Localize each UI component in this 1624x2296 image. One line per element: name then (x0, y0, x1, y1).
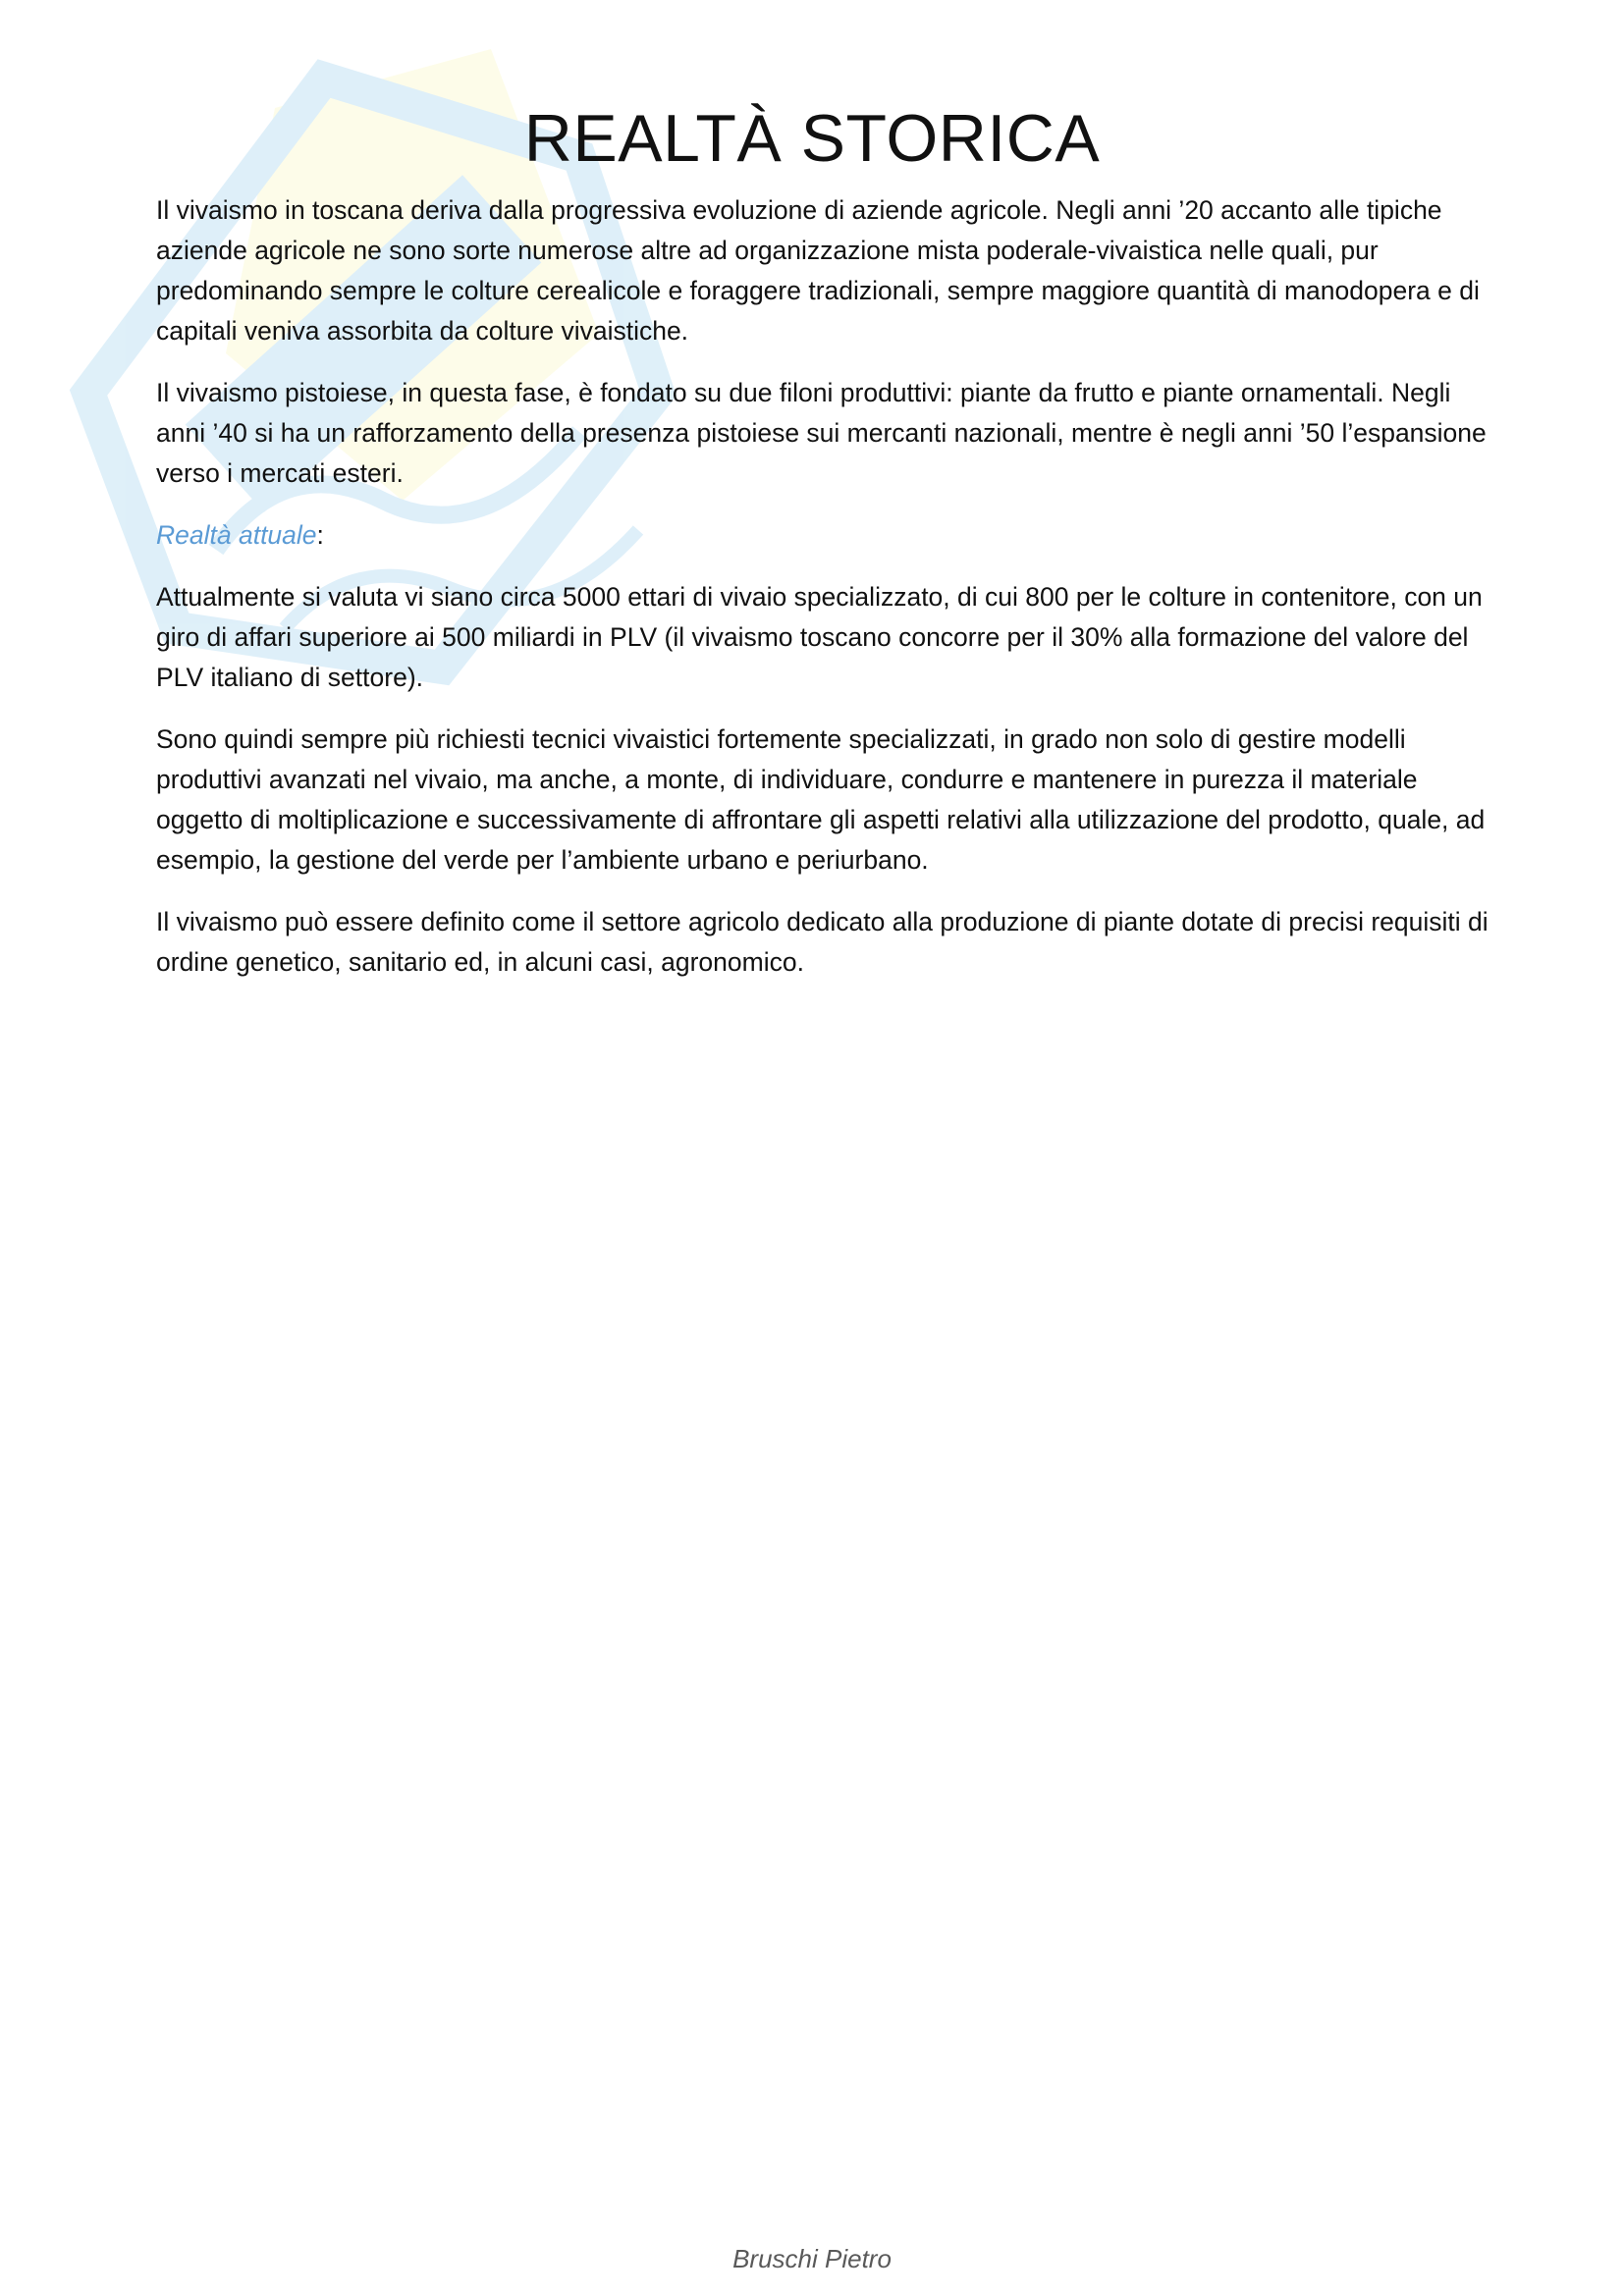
paragraph-3: Attualmente si valuta vi siano circa 5000 ettari di vivaio specializzato, di cui 800 per le colture in contenitore, con un giro di affari superiore ai 500 miliardi in PLV (il vivaismo toscano concorre per il 30% alla formazione del valore del PLV italiano di settore). (156, 582, 1483, 692)
section-label (156, 515, 1491, 556)
section-label-colon: : (316, 520, 324, 550)
document-body (156, 190, 1491, 1004)
page-footer: Bruschi Pietro (732, 2244, 892, 2273)
paragraph-5: Il vivaismo può essere definito come il settore agricolo dedicato alla produzione di piante dotate di precisi requisiti di ordine genetico, sanitario ed, in alcuni casi, agronomico. (156, 907, 1489, 977)
paragraph-2: Il vivaismo pistoiese, in questa fase, è fondato su due filoni produttivi: piante da frutto e piante ornamentali. Negli anni ’40 si ha un rafforzamento della presenza pistoiese sui mercanti nazionali, mentre è negli anni ’50 l’espansione verso i mercati esteri. (156, 378, 1487, 488)
page-title: REALTÀ STORICA (523, 101, 1101, 176)
section-label-text: Realtà attuale (156, 520, 317, 550)
paragraph-1: Il vivaismo in toscana deriva dalla progressiva evoluzione di aziende agricole. Negli anni ’20 accanto alle tipiche aziende agricole ne sono sorte numerose altre ad organizzazione mista poderale-vivaistica nelle quali, pur predominando sempre le colture cerealicole e foraggere tradizionali, sempre maggiore quantità di manodopera e di capitali veniva assorbita da colture vivaistiche. (156, 195, 1480, 346)
paragraph-4: Sono quindi sempre più richiesti tecnici vivaistici fortemente specializzati, in grado non solo di gestire modelli produttivi avanzati nel vivaio, ma anche, a monte, di individuare, condurre e mantenere in purezza il materiale oggetto di moltiplicazione e successivamente di affrontare gli aspetti relativi alla utilizzazione del prodotto, quale, ad esempio, la gestione del verde per l’ambiente urbano e periurbano. (156, 724, 1486, 875)
